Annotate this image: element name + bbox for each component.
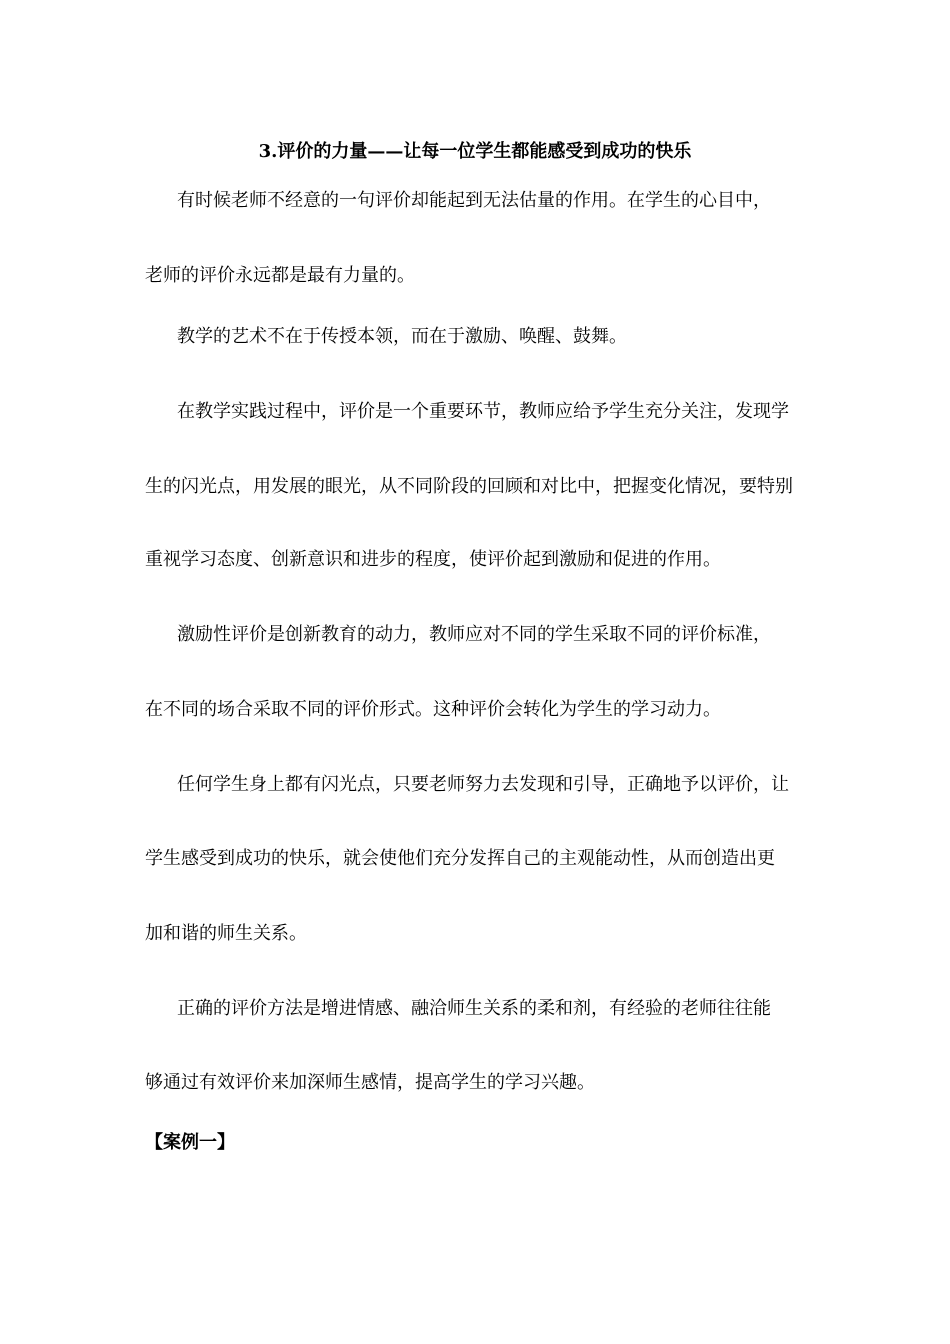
paragraph-4-line-2: 在不同的场合采取不同的评价形式。这种评价会转化为学生的学习动力。 [145, 699, 721, 720]
paragraph-6-line-2: 够通过有效评价来加深师生感情，提高学生的学习兴趣。 [145, 1072, 595, 1093]
paragraph-5-line-2: 学生感受到成功的快乐，就会使他们充分发挥自己的主观能动性，从而创造出更 [145, 848, 775, 869]
paragraph-1-line-1: 有时候老师不经意的一句评价却能起到无法估量的作用。在学生的心目中， [177, 190, 771, 211]
paragraph-3-line-3: 重视学习态度、创新意识和进步的程度，使评价起到激励和促进的作用。 [145, 549, 721, 570]
paragraph-5-line-1: 任何学生身上都有闪光点，只要老师努力去发现和引导，正确地予以评价，让 [177, 774, 789, 795]
paragraph-1-line-2: 老师的评价永远都是最有力量的。 [145, 265, 415, 286]
paragraph-6-line-1: 正确的评价方法是增进情感、融洽师生关系的柔和剂，有经验的老师往往能 [177, 998, 771, 1019]
section-title: 3.评价的力量——让每一位学生都能感受到成功的快乐 [258, 141, 692, 162]
paragraph-3-line-1: 在教学实践过程中，评价是一个重要环节，教师应给予学生充分关注，发现学 [177, 401, 789, 422]
paragraph-4-line-1: 激励性评价是创新教育的动力，教师应对不同的学生采取不同的评价标准， [177, 624, 771, 645]
case-heading: 【案例一】 [145, 1132, 235, 1153]
paragraph-2-line-1: 教学的艺术不在于传授本领，而在于激励、唤醒、鼓舞。 [177, 326, 627, 347]
paragraph-3-line-2: 生的闪光点，用发展的眼光，从不同阶段的回顾和对比中，把握变化情况，要特别 [145, 476, 793, 497]
paragraph-5-line-3: 加和谐的师生关系。 [145, 923, 307, 944]
